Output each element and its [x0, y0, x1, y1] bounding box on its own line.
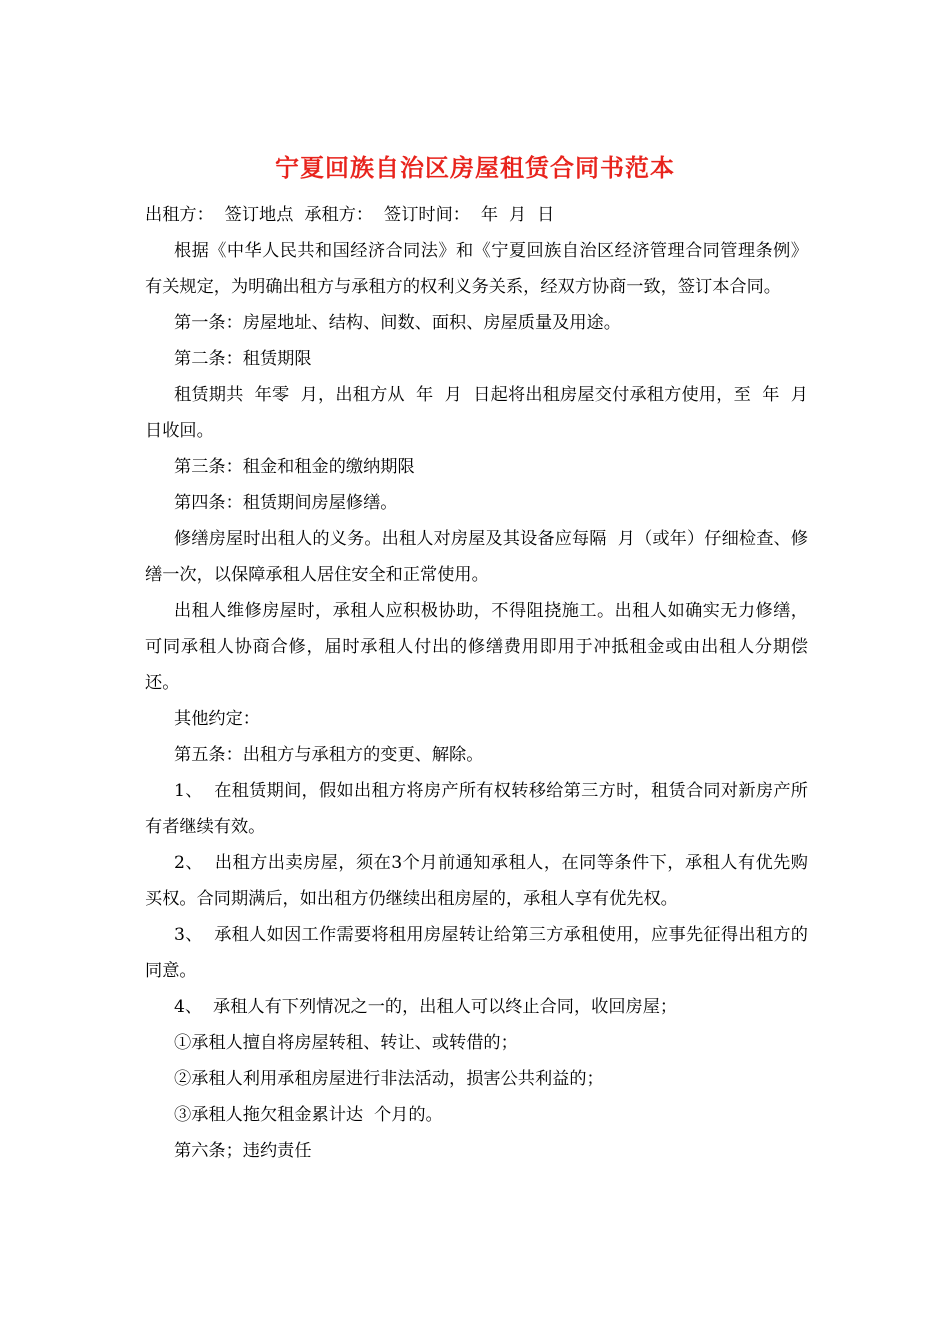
paragraph-article-2: 第二条：租赁期限 [174, 349, 312, 369]
paragraph-repair-duty: 修缮房屋时出租人的义务。出租人对房屋及其设备应每隔 月（或年）仔细检查、修缮一次，以保障承租人居住安全和正常使用。 [145, 529, 808, 585]
paragraph-other-terms: 其他约定： [174, 709, 260, 729]
paragraph-lease-term: 租赁期共 年零 月，出租方从 年 月 日起将出租房屋交付承租方使用，至 年 月 日收回。 [145, 385, 819, 441]
document-body [145, 197, 819, 1169]
document-title: 宁夏回族自治区房屋租赁合同书范本 [275, 153, 675, 182]
contract-header-line: 出租方： 签订地点 承租方： 签订时间： 年 月 日 [145, 205, 555, 225]
sub-item-2: ②承租人利用承租房屋进行非法活动，损害公共利益的； [174, 1069, 604, 1089]
paragraph-article-3: 第三条：租金和租金的缴纳期限 [174, 457, 415, 477]
paragraph-preamble: 根据《中华人民共和国经济合同法》和《宁夏回族自治区经济管理合同管理条例》有关规定，为明确出租方与承租方的权利义务关系，经双方协商一致，签订本合同。 [145, 241, 808, 297]
paragraph-article-1: 第一条：房屋地址、结构、间数、面积、房屋质量及用途。 [174, 313, 621, 333]
list-item-2: 2、 出租方出卖房屋，须在3个月前通知承租人，在同等条件下，承租人有优先购买权。合同期满后，如出租方仍继续出租房屋的，承租人享有优先权。 [145, 853, 808, 909]
list-item-3: 3、 承租人如因工作需要将租用房屋转让给第三方承租使用，应事先征得出租方的同意。 [145, 925, 808, 981]
list-item-4: 4、 承租人有下列情况之一的，出租人可以终止合同，收回房屋； [174, 997, 678, 1017]
paragraph-repair-cooperation: 出租人维修房屋时，承租人应积极协助，不得阻挠施工。出租人如确实无力修缮，可同承租人协商合修，届时承租人付出的修缮费用即用于冲抵租金或由出租人分期偿还。 [145, 601, 808, 693]
list-item-1: 1、 在租赁期间，假如出租方将房产所有权转移给第三方时，租赁合同对新房产所有者继续有效。 [145, 781, 808, 837]
sub-item-1: ①承租人擅自将房屋转租、转让、或转借的； [174, 1033, 518, 1053]
paragraph-article-4: 第四条：租赁期间房屋修缮。 [174, 493, 398, 513]
sub-item-3: ③承租人拖欠租金累计达 个月的。 [174, 1105, 443, 1125]
paragraph-article-5: 第五条：出租方与承租方的变更、解除。 [174, 745, 484, 765]
paragraph-article-6: 第六条；违约责任 [174, 1141, 312, 1161]
